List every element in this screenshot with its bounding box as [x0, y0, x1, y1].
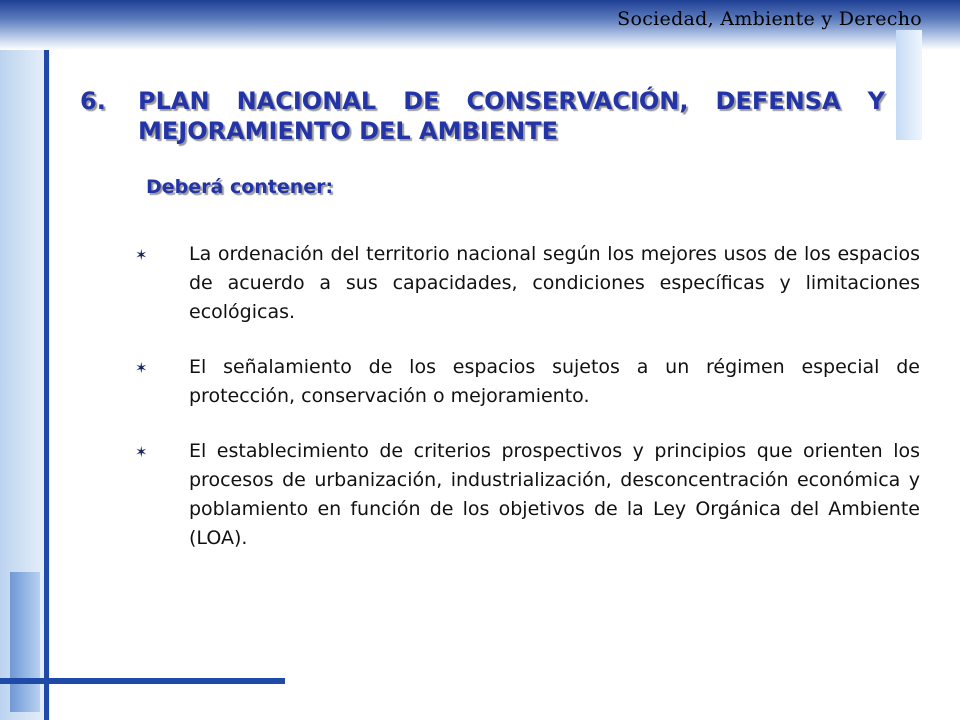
left-accent-strip — [10, 572, 40, 712]
bullet-list — [135, 240, 920, 579]
section-title — [138, 86, 885, 146]
section-title-line1: PLAN NACIONAL DE CONSERVACIÓN, DEFENSA Y — [138, 87, 885, 115]
section-title-line2: MEJORAMIENTO DEL AMBIENTE — [138, 117, 558, 145]
star-bullet-icon: ✶ — [135, 359, 148, 377]
list-item — [135, 240, 920, 327]
list-item — [135, 353, 920, 411]
subheading: Deberá contener: — [146, 176, 334, 198]
star-bullet-icon: ✶ — [135, 443, 148, 461]
bottom-horizontal-rule — [0, 678, 285, 684]
star-bullet-icon: ✶ — [135, 246, 148, 264]
list-item-text: La ordenación del territorio nacional según los mejores usos de los espacios de acuerdo a sus capacidades, condiciones específicas y limitaciones ecológicas. — [189, 243, 920, 323]
left-vertical-rule — [44, 50, 49, 720]
section-heading — [80, 86, 885, 146]
list-item-text: El establecimiento de criterios prospectivos y principios que orienten los procesos de urbanización, industrialización, desconcentración económica y poblamiento en función de los objetivos de la Ley Orgánica del Ambiente (LOA). — [189, 440, 920, 549]
list-item — [135, 437, 920, 553]
list-item-text: El señalamiento de los espacios sujetos a un régimen especial de protección, conservación o mejoramiento. — [189, 356, 920, 407]
section-number: 6. — [80, 87, 106, 115]
header-title: Sociedad, Ambiente y Derecho — [617, 8, 922, 30]
right-decorative-block — [896, 30, 922, 140]
